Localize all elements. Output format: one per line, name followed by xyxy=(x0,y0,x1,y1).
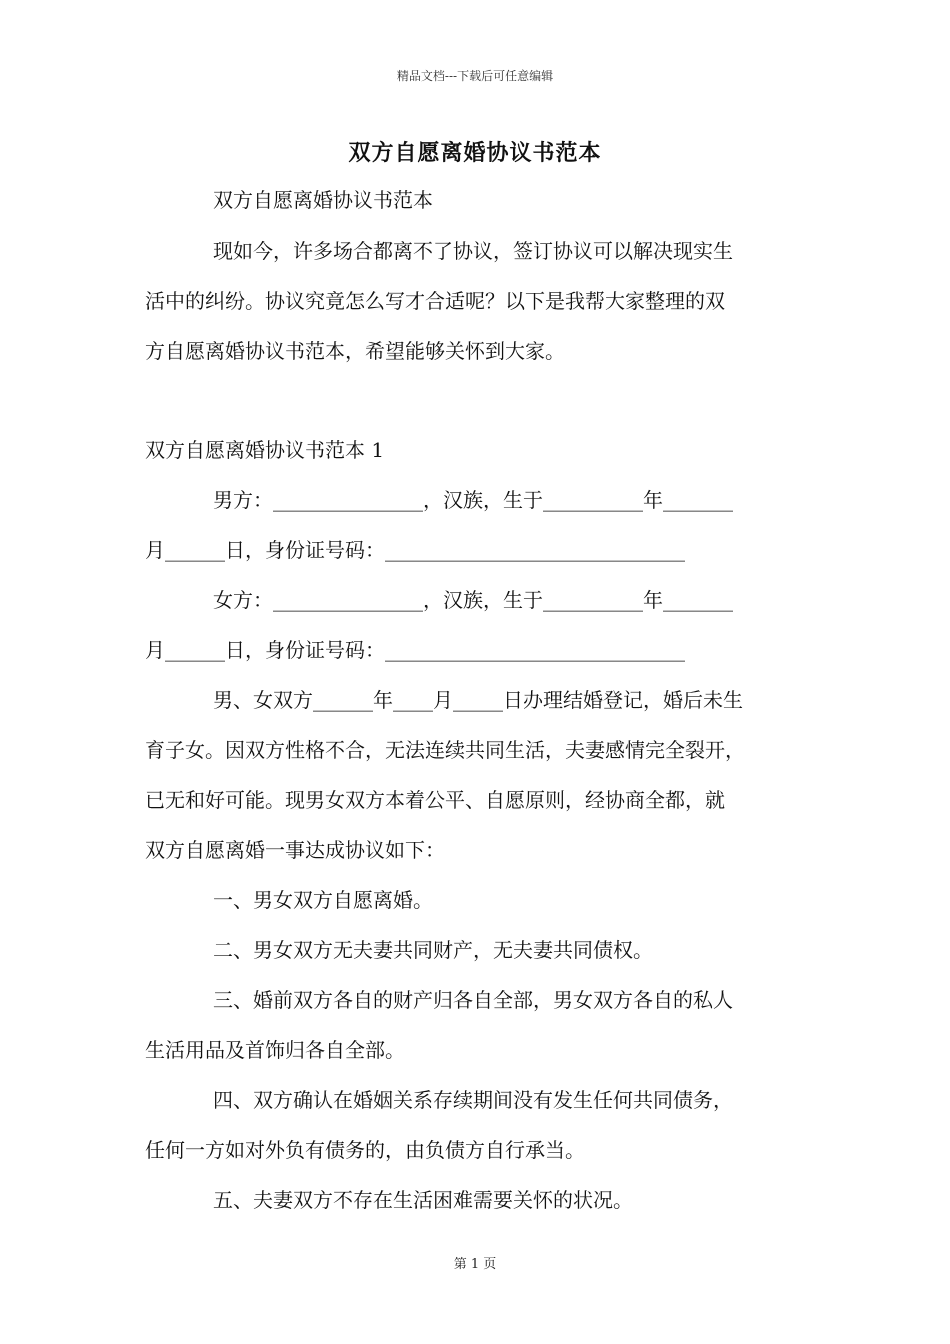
subtitle-line: 双方自愿离婚协议书范本 xyxy=(213,188,433,212)
clause-4-line-2: 任何一方如对外负有债务的，由负债方自行承当。 xyxy=(145,1138,585,1162)
male-party-line-2: 月______日，身份证号码：______________________________ xyxy=(145,538,685,562)
intro-line-1: 现如今，许多场合都离不了协议，签订协议可以解决现实生 xyxy=(213,239,733,263)
intro-line-2: 活中的纠纷。协议究竟怎么写才合适呢？以下是我帮大家整理的双 xyxy=(145,289,725,313)
male-party-line-1: 男方：_______________，汉族，生于__________年_______ xyxy=(213,488,733,512)
body-line-1: 男、女双方______年____月_____日办理结婚登记，婚后未生 xyxy=(213,688,743,712)
intro-line-3: 方自愿离婚协议书范本，希望能够关怀到大家。 xyxy=(145,339,565,363)
clause-2: 二、男女双方无夫妻共同财产，无夫妻共同债权。 xyxy=(213,938,653,962)
clause-1: 一、男女双方自愿离婚。 xyxy=(213,888,433,912)
body-line-4: 双方自愿离婚一事达成协议如下： xyxy=(145,838,445,862)
female-party-line-2: 月______日，身份证号码：______________________________ xyxy=(145,638,685,662)
body-line-3: 已无和好可能。现男女双方本着公平、自愿原则，经协商全都，就 xyxy=(145,788,725,812)
body-line-2: 育子女。因双方性格不合，无法连续共同生活，夫妻感情完全裂开， xyxy=(145,738,745,762)
clause-4-line-1: 四、双方确认在婚姻关系存续期间没有发生任何共同债务， xyxy=(213,1088,733,1112)
page-number: 第 1 页 xyxy=(453,1257,497,1272)
header-note: 精品文档---下载后可任意编辑 xyxy=(396,69,554,83)
female-party-line-1: 女方：_______________，汉族，生于__________年_______ xyxy=(213,588,733,612)
document-title: 双方自愿离婚协议书范本 xyxy=(348,140,602,166)
clause-3-line-1: 三、婚前双方各自的财产归各自全部，男女双方各自的私人 xyxy=(213,988,733,1012)
clause-3-line-2: 生活用品及首饰归各自全部。 xyxy=(145,1038,405,1062)
section-heading: 双方自愿离婚协议书范本 1 xyxy=(145,438,385,462)
clause-5: 五、夫妻双方不存在生活困难需要关怀的状况。 xyxy=(213,1188,633,1212)
